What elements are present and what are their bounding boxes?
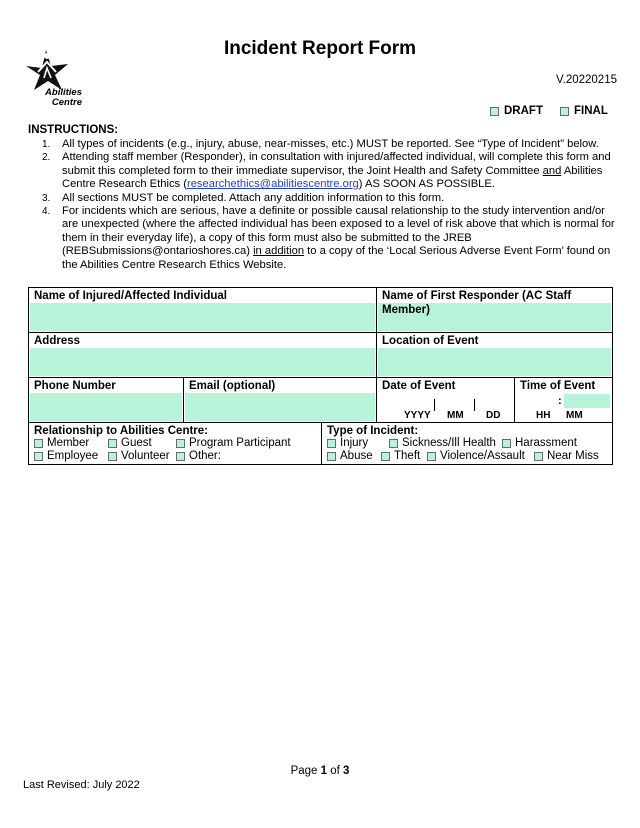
instruction-item: 2. Attending staff member (Responder), in consultation with injured/affected individual, will complete this form and submit this completed form to their immediate supervisor, the Joint Health and Safety Committee and Abilities Centre Research Ethics (researchethics@abilitiescentre.org) AS SOON AS POSSIBLE. — [42, 151, 611, 191]
date-cell — [377, 378, 515, 423]
checkbox-icon[interactable] — [34, 439, 43, 448]
address-label: Address — [34, 335, 81, 347]
logo-wordmark: Abilities Centre — [45, 87, 82, 108]
instructions-list — [28, 138, 618, 272]
date-field[interactable] — [378, 393, 513, 421]
relationship-cell — [29, 423, 322, 465]
research-ethics-email-link[interactable]: researchethics@abilitiescentre.org — [186, 178, 359, 191]
time-mm-hint: MM — [566, 410, 583, 421]
incident-option-sickness[interactable]: Sickness/Ill Health — [389, 437, 502, 450]
time-cell — [515, 378, 613, 423]
checkbox-icon[interactable] — [327, 452, 336, 461]
phone-cell — [29, 378, 184, 423]
relationship-option-employee[interactable]: Employee — [34, 450, 108, 463]
incident-type-cell — [322, 423, 613, 465]
incident-option-theft[interactable]: Theft — [381, 450, 427, 463]
incident-option-harassment[interactable]: Harassment — [502, 437, 577, 450]
checkbox-icon[interactable] — [502, 439, 511, 448]
final-checkbox[interactable]: FINAL — [560, 105, 608, 117]
location-label: Location of Event — [382, 335, 479, 347]
incident-option-injury[interactable]: Injury — [327, 437, 389, 450]
checkbox-icon[interactable] — [560, 107, 569, 116]
phone-label: Phone Number — [34, 380, 116, 392]
checkbox-icon[interactable] — [427, 452, 436, 461]
checkbox-icon[interactable] — [381, 452, 390, 461]
incident-option-violence[interactable]: Violence/Assault — [427, 450, 534, 463]
relationship-option-guest[interactable]: Guest — [108, 437, 176, 450]
checkbox-icon[interactable] — [108, 439, 117, 448]
instructions-heading: INSTRUCTIONS: — [28, 124, 119, 136]
instruction-item: 4. For incidents which are serious, have a definite or possible causal relationship to the study intervention and/or are unexpected (where the affected individual has been exposed to a level of risk above that which is normal for them in their everyday life), a copy of this form must also be submitted to the JREB (REBSubmissions@ontarioshores.ca) in addition to a copy of the ‘Local Serious Adverse Event Form’ found on the Abilities Centre Research Ethics Website. — [42, 205, 615, 271]
responder-name-label: Name of First Responder (AC Staff Member) — [382, 290, 572, 316]
location-field[interactable] — [378, 348, 611, 376]
injured-name-field[interactable] — [30, 303, 375, 331]
checkbox-icon[interactable] — [108, 452, 117, 461]
injured-name-cell — [29, 288, 377, 333]
address-field[interactable] — [30, 348, 375, 376]
location-cell — [377, 333, 613, 378]
checkbox-icon[interactable] — [389, 439, 398, 448]
time-label: Time of Event — [520, 380, 596, 392]
relationship-option-other[interactable]: Other: — [176, 450, 221, 463]
date-separator — [474, 399, 475, 411]
relationship-option-program-participant[interactable]: Program Participant — [176, 437, 291, 450]
injured-name-label: Name of Injured/Affected Individual — [34, 290, 227, 302]
email-field[interactable] — [185, 393, 375, 421]
address-cell — [29, 333, 377, 378]
form-version: V.20220215 — [556, 74, 617, 86]
page-title: Incident Report Form — [223, 38, 417, 59]
incident-type-label: Type of Incident: — [327, 425, 419, 437]
instruction-item: 1. All types of incidents (e.g., injury, abuse, near-misses, etc.) MUST be reported. See “Type of Incident” below. — [42, 138, 599, 150]
email-label: Email (optional) — [189, 380, 276, 392]
checkbox-icon[interactable] — [176, 452, 185, 461]
responder-name-cell — [377, 288, 613, 333]
date-yyyy-hint: YYYY — [404, 410, 431, 421]
page-number: Page 1 of 3 — [290, 765, 350, 777]
relationship-option-volunteer[interactable]: Volunteer — [108, 450, 176, 463]
time-field[interactable] — [516, 393, 611, 421]
incident-option-abuse[interactable]: Abuse — [327, 450, 381, 463]
relationship-label: Relationship to Abilities Centre: — [34, 425, 209, 437]
checkbox-icon[interactable] — [534, 452, 543, 461]
time-colon: : — [558, 395, 562, 407]
checkbox-icon[interactable] — [327, 439, 336, 448]
phone-field[interactable] — [30, 393, 182, 421]
date-dd-hint: DD — [486, 410, 501, 421]
instruction-item: 3. All sections MUST be completed. Attach any addition information to this form. — [42, 191, 445, 204]
incident-option-near-miss[interactable]: Near Miss — [534, 450, 599, 463]
incident-form-table — [28, 287, 613, 465]
time-input-box[interactable] — [564, 394, 610, 408]
last-revised: Last Revised: July 2022 — [23, 779, 140, 791]
checkbox-icon[interactable] — [176, 439, 185, 448]
draft-checkbox[interactable]: DRAFT — [490, 105, 543, 117]
checkbox-icon[interactable] — [34, 452, 43, 461]
date-separator — [434, 399, 435, 411]
date-label: Date of Event — [382, 380, 456, 392]
checkbox-icon[interactable] — [490, 107, 499, 116]
email-cell — [184, 378, 377, 423]
relationship-option-member[interactable]: Member — [34, 437, 108, 450]
time-hh-hint: HH — [536, 410, 551, 421]
date-mm-hint: MM — [447, 410, 464, 421]
